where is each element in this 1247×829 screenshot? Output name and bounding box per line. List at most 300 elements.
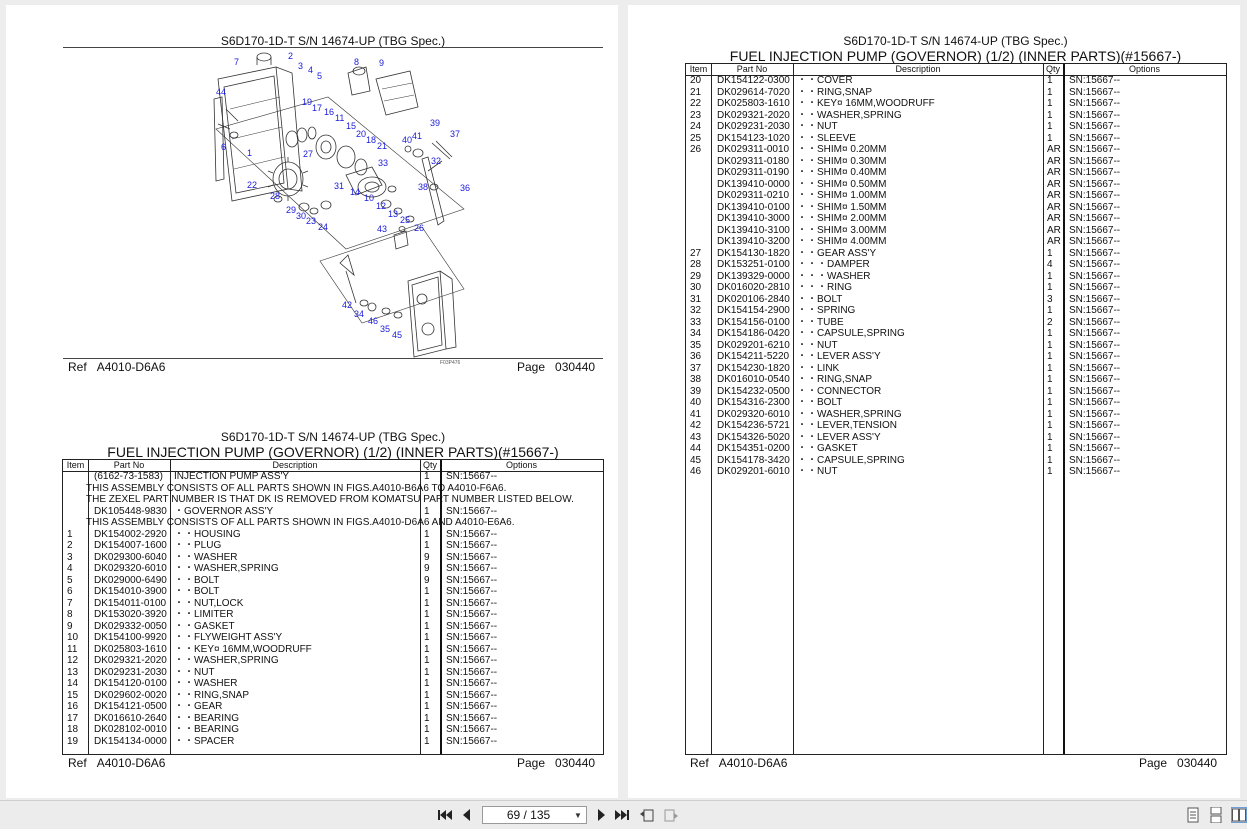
note-row bbox=[63, 494, 603, 506]
quantity: 1 bbox=[1047, 282, 1053, 293]
page-label: Page bbox=[517, 360, 546, 374]
part-description: ・・SHIM¤ 4.00MM bbox=[797, 236, 887, 247]
item-number: 38 bbox=[690, 374, 702, 385]
callout-label: 32 bbox=[431, 156, 442, 166]
page-label: Page bbox=[517, 756, 546, 770]
table-row bbox=[686, 271, 1226, 283]
table-row bbox=[686, 409, 1226, 421]
options-serial: SN:15667-- bbox=[446, 724, 498, 735]
callout-label: 45 bbox=[392, 330, 403, 340]
quantity: AR bbox=[1047, 213, 1061, 224]
viewer-toolbar bbox=[0, 800, 1247, 829]
part-description: ・・SHIM¤ 1.00MM bbox=[797, 190, 887, 201]
table-row bbox=[686, 190, 1226, 202]
part-number: DK029311-0010 bbox=[717, 144, 790, 155]
options-serial: SN:15667-- bbox=[446, 643, 498, 655]
item-number: 40 bbox=[690, 397, 702, 408]
single-page-icon bbox=[1186, 807, 1200, 823]
table-row bbox=[63, 713, 603, 725]
parts-table-right bbox=[685, 63, 1227, 755]
quantity: 1 bbox=[424, 609, 430, 620]
figure-code: F03P476 bbox=[440, 360, 461, 366]
quantity: 1 bbox=[1047, 305, 1053, 316]
quantity: 9 bbox=[424, 574, 430, 586]
table-row bbox=[63, 471, 603, 483]
quantity: 1 bbox=[424, 712, 430, 724]
item-number: 45 bbox=[690, 454, 702, 466]
note-text: THE ZEXEL PART NUMBER IS THAT DK IS REMOVED FROM KOMATSU PART NUMBER LISTED BELOW. bbox=[86, 494, 574, 505]
item-number: 18 bbox=[67, 724, 79, 735]
options-serial: SN:15667-- bbox=[1069, 443, 1121, 454]
part-number: DK025803-1610 bbox=[94, 643, 167, 655]
parts-table-left bbox=[62, 459, 604, 755]
part-number: (6162-73-1583) bbox=[94, 471, 163, 482]
diagram-bottom-rule bbox=[63, 358, 603, 359]
part-number: DK016010-0540 bbox=[717, 374, 790, 385]
item-number: 13 bbox=[67, 666, 79, 678]
part-description: ・・SHIM¤ 0.20MM bbox=[797, 144, 887, 155]
options-serial: SN:15667-- bbox=[1069, 431, 1121, 443]
item-number: 10 bbox=[67, 632, 79, 643]
two-page-view-button[interactable] bbox=[1231, 807, 1247, 823]
quantity: 1 bbox=[1047, 431, 1053, 443]
options-serial: SN:15667-- bbox=[1069, 259, 1121, 270]
options-serial: SN:15667-- bbox=[446, 712, 498, 724]
part-description: ・・HOUSING bbox=[174, 528, 241, 540]
quantity: 1 bbox=[424, 666, 430, 678]
callout-label: 35 bbox=[380, 324, 391, 334]
callout-label: 25 bbox=[400, 215, 411, 225]
part-number: DK029332-0050 bbox=[94, 620, 167, 632]
options-serial: SN:15667-- bbox=[446, 597, 498, 609]
part-description: ・・・WASHER bbox=[797, 270, 871, 282]
quantity: AR bbox=[1047, 190, 1061, 201]
options-serial: SN:15667-- bbox=[446, 655, 498, 666]
options-serial: SN:15667-- bbox=[1069, 132, 1121, 144]
item-number: 26 bbox=[690, 144, 702, 155]
part-description: ・・NUT,LOCK bbox=[174, 597, 244, 609]
options-serial: SN:15667-- bbox=[446, 540, 498, 551]
part-number: DK029311-0210 bbox=[717, 190, 790, 201]
item-number: 9 bbox=[67, 620, 73, 632]
quantity: 1 bbox=[1047, 408, 1053, 420]
note-text: THIS ASSEMBLY CONSISTS OF ALL PARTS SHOWN IN FIGS.A4010-D6A6 AND A4010-E6A6. bbox=[86, 517, 515, 528]
quantity: AR bbox=[1047, 167, 1061, 178]
item-number: 32 bbox=[690, 305, 702, 316]
table-row bbox=[63, 736, 603, 748]
list-title: FUEL INJECTION PUMP (GOVERNOR) (1/2) (INNER PARTS)(#15667-) bbox=[729, 48, 1182, 64]
part-number: DK154154-2900 bbox=[717, 305, 790, 316]
quantity: AR bbox=[1047, 155, 1061, 167]
quantity: 1 bbox=[424, 689, 430, 701]
part-description: ・・LEVER ASS'Y bbox=[797, 431, 881, 443]
callout-label: 5 bbox=[317, 71, 323, 81]
item-number: 30 bbox=[690, 282, 702, 293]
callout-label: 19 bbox=[302, 97, 313, 107]
part-description: ・・WASHER bbox=[174, 551, 238, 563]
callout-label: 37 bbox=[450, 129, 461, 139]
callout-label: 8 bbox=[354, 57, 360, 67]
part-number: DK154230-1820 bbox=[717, 362, 790, 374]
part-number: DK139410-3100 bbox=[717, 224, 790, 236]
part-number: DK154186-0420 bbox=[717, 328, 790, 339]
quantity: 1 bbox=[424, 678, 430, 689]
item-number: 31 bbox=[690, 293, 702, 305]
quantity: 3 bbox=[1047, 293, 1053, 305]
page-number: 030440 bbox=[555, 360, 596, 374]
table-row bbox=[63, 678, 603, 690]
table-row bbox=[63, 701, 603, 713]
part-description: ・・SPRING bbox=[797, 305, 856, 316]
list-footer-right bbox=[690, 756, 1225, 770]
callout-label: 43 bbox=[377, 224, 388, 234]
table-row bbox=[686, 121, 1226, 133]
quantity: 1 bbox=[1047, 121, 1053, 132]
next-page-button[interactable] bbox=[593, 807, 609, 823]
part-number: DK029000-6490 bbox=[94, 574, 167, 586]
quantity: 1 bbox=[424, 735, 430, 747]
part-description: ・・NUT bbox=[174, 666, 215, 678]
part-description: ・・WASHER,SPRING bbox=[797, 408, 902, 420]
options-serial: SN:15667-- bbox=[1069, 385, 1121, 397]
callout-label: 17 bbox=[312, 103, 323, 113]
part-description: ・・NUT bbox=[797, 466, 838, 477]
part-number: DK029321-2020 bbox=[717, 109, 790, 121]
item-number: 6 bbox=[67, 586, 73, 597]
callout-label: 3 bbox=[298, 61, 304, 71]
continuous-page-icon bbox=[1209, 807, 1223, 823]
item-number: 14 bbox=[67, 678, 79, 689]
item-number: 44 bbox=[690, 443, 702, 454]
item-number: 24 bbox=[690, 121, 702, 132]
table-row bbox=[686, 248, 1226, 260]
table-row bbox=[63, 667, 603, 679]
part-number: DK029311-0190 bbox=[717, 167, 790, 178]
item-number: 37 bbox=[690, 362, 702, 374]
go-forward-icon bbox=[663, 807, 679, 823]
callout-label: 30 bbox=[296, 211, 307, 221]
options-serial: SN:15667-- bbox=[1069, 351, 1121, 362]
item-number: 28 bbox=[690, 259, 702, 270]
page-number-field[interactable] bbox=[482, 806, 587, 824]
quantity: 1 bbox=[424, 528, 430, 540]
table-row bbox=[686, 340, 1226, 352]
options-serial: SN:15667-- bbox=[1069, 224, 1121, 236]
part-description: ・・BOLT bbox=[797, 293, 843, 305]
quantity: 1 bbox=[1047, 351, 1053, 362]
item-number: 20 bbox=[690, 75, 702, 86]
part-description: ・・PLUG bbox=[174, 540, 222, 551]
callout-label: 22 bbox=[247, 180, 258, 190]
table-row bbox=[63, 598, 603, 610]
callout-label: 34 bbox=[354, 309, 365, 319]
callout-label: 6 bbox=[221, 142, 227, 152]
options-serial: SN:15667-- bbox=[1069, 328, 1121, 339]
table-row bbox=[63, 529, 603, 541]
item-number: 36 bbox=[690, 351, 702, 362]
options-serial: SN:15667-- bbox=[446, 563, 498, 574]
quantity: 1 bbox=[424, 724, 430, 735]
list-title: FUEL INJECTION PUMP (GOVERNOR) (1/2) (INNER PARTS)(#15667-) bbox=[107, 444, 559, 460]
callout-label: 4 bbox=[308, 65, 314, 75]
item-number: 33 bbox=[690, 316, 702, 328]
table-row bbox=[63, 655, 603, 667]
quantity: 1 bbox=[1047, 420, 1053, 431]
callout-label: 29 bbox=[286, 205, 297, 215]
table-row bbox=[63, 563, 603, 575]
item-number: 23 bbox=[690, 109, 702, 121]
callout-label: 9 bbox=[379, 58, 385, 68]
ref-label: Ref bbox=[68, 756, 87, 770]
part-number: DK020106-2840 bbox=[717, 293, 790, 305]
item-number: 1 bbox=[67, 528, 73, 540]
last-page-icon bbox=[615, 809, 629, 821]
options-serial: SN:15667-- bbox=[446, 528, 498, 540]
part-number: DK029602-0020 bbox=[94, 689, 167, 701]
part-description: ・・LIMITER bbox=[174, 609, 234, 620]
callout-label: 7 bbox=[234, 57, 240, 67]
item-number: 2 bbox=[67, 540, 73, 551]
col-header-description: Description bbox=[895, 64, 941, 74]
col-header-options: Options bbox=[505, 460, 538, 470]
table-row bbox=[63, 644, 603, 656]
options-serial: SN:15667-- bbox=[446, 735, 498, 747]
quantity: 1 bbox=[424, 505, 430, 517]
callout-label: 18 bbox=[366, 135, 377, 145]
options-serial: SN:15667-- bbox=[446, 620, 498, 632]
two-page-icon bbox=[1232, 808, 1246, 822]
table-row bbox=[63, 586, 603, 598]
quantity: 2 bbox=[1047, 316, 1053, 328]
callout-label: 26 bbox=[414, 223, 425, 233]
part-number: DK016020-2810 bbox=[717, 282, 790, 293]
callout-label: 44 bbox=[216, 87, 227, 97]
table-row bbox=[686, 328, 1226, 340]
part-number: DK154178-3420 bbox=[717, 454, 790, 466]
table-row bbox=[686, 156, 1226, 168]
part-description: ・・RING,SNAP bbox=[174, 689, 250, 701]
table-row bbox=[686, 98, 1226, 110]
part-description: ・・FLYWEIGHT ASS'Y bbox=[174, 632, 283, 643]
part-description: ・・RING,SNAP bbox=[797, 86, 873, 98]
part-description: ・・SLEEVE bbox=[797, 132, 856, 144]
part-number: DK029320-6010 bbox=[94, 563, 167, 574]
callout-label: 2 bbox=[288, 51, 294, 61]
ref-value: A4010-D6A6 bbox=[96, 756, 166, 770]
options-serial: SN:15667-- bbox=[1069, 247, 1121, 259]
part-number: DK154123-1020 bbox=[717, 132, 790, 144]
part-description: ・・NUT bbox=[797, 339, 838, 351]
options-serial: SN:15667-- bbox=[1069, 86, 1121, 98]
part-description: ・・・DAMPER bbox=[797, 259, 870, 270]
quantity: 1 bbox=[1047, 270, 1053, 282]
part-number: DK139410-0000 bbox=[717, 178, 790, 190]
callout-label: 10 bbox=[364, 193, 375, 203]
continuous-view-button[interactable] bbox=[1209, 807, 1225, 823]
part-number: DK154316-2300 bbox=[717, 397, 790, 408]
quantity: 1 bbox=[1047, 247, 1053, 259]
quantity: 1 bbox=[424, 540, 430, 551]
part-number: DK139329-0000 bbox=[717, 270, 790, 282]
table-row bbox=[686, 351, 1226, 363]
table-row bbox=[686, 420, 1226, 432]
callout-label: 13 bbox=[388, 209, 399, 219]
quantity: 1 bbox=[1047, 454, 1053, 466]
options-serial: SN:15667-- bbox=[1069, 236, 1121, 247]
part-description: ・・NUT bbox=[797, 121, 838, 132]
chevron-down-icon[interactable]: ▼ bbox=[574, 810, 582, 820]
part-description: ・GOVERNOR ASS'Y bbox=[174, 505, 274, 517]
options-serial: SN:15667-- bbox=[446, 505, 498, 517]
item-number: 8 bbox=[67, 609, 73, 620]
table-row bbox=[63, 506, 603, 518]
part-number: DK154236-5721 bbox=[717, 420, 790, 431]
options-serial: SN:15667-- bbox=[1069, 155, 1121, 167]
previous-page-button[interactable] bbox=[459, 807, 475, 823]
options-serial: SN:15667-- bbox=[1069, 316, 1121, 328]
part-number: DK154134-0000 bbox=[94, 735, 167, 747]
page-indicator: 69 / 135 bbox=[506, 808, 551, 822]
table-row bbox=[686, 87, 1226, 99]
go-back-button[interactable] bbox=[639, 807, 655, 823]
item-number: 16 bbox=[67, 701, 79, 712]
last-page-button[interactable] bbox=[614, 807, 630, 823]
table-row bbox=[686, 455, 1226, 467]
callout-label: 1 bbox=[247, 148, 253, 158]
quantity: AR bbox=[1047, 144, 1061, 155]
exploded-parts-diagram bbox=[196, 49, 486, 367]
table-row bbox=[686, 110, 1226, 122]
item-number: 22 bbox=[690, 98, 702, 109]
quantity: 1 bbox=[424, 597, 430, 609]
list-model-header: S6D170-1D-T S/N 14674-UP (TBG Spec.) bbox=[843, 34, 1068, 48]
quantity: 1 bbox=[1047, 397, 1053, 408]
table-row bbox=[686, 202, 1226, 214]
table-row bbox=[63, 632, 603, 644]
part-number: DK028102-0010 bbox=[94, 724, 167, 735]
quantity: AR bbox=[1047, 201, 1061, 213]
first-page-button[interactable] bbox=[437, 807, 453, 823]
part-description: ・・CAPSULE,SPRING bbox=[797, 454, 905, 466]
part-number: DK154156-0100 bbox=[717, 316, 790, 328]
ref-label: Ref bbox=[690, 756, 709, 770]
table-row bbox=[63, 609, 603, 621]
list-footer-left bbox=[68, 756, 603, 770]
options-serial: SN:15667-- bbox=[1069, 75, 1121, 86]
item-number: 29 bbox=[690, 270, 702, 282]
item-number: 42 bbox=[690, 420, 702, 431]
part-description: ・・SHIM¤ 3.00MM bbox=[797, 224, 887, 236]
part-number: DK154130-1820 bbox=[717, 247, 790, 259]
ref-value: A4010-D6A6 bbox=[96, 360, 166, 374]
part-number: DK153251-0100 bbox=[717, 259, 790, 270]
options-serial: SN:15667-- bbox=[1069, 305, 1121, 316]
part-number: DK029201-6210 bbox=[717, 339, 790, 351]
col-header-options: Options bbox=[1128, 64, 1161, 74]
part-description: ・・COVER bbox=[797, 75, 853, 86]
part-description: ・・LEVER,TENSION bbox=[797, 420, 898, 431]
part-description: ・・GASKET bbox=[797, 443, 858, 454]
part-description: ・・GEAR ASS'Y bbox=[797, 247, 877, 259]
part-description: INJECTION PUMP ASS'Y bbox=[174, 471, 290, 482]
options-serial: SN:15667-- bbox=[1069, 454, 1121, 466]
part-description: ・・SHIM¤ 0.40MM bbox=[797, 167, 887, 178]
page-label: Page bbox=[1139, 756, 1168, 770]
part-description: ・・SHIM¤ 0.30MM bbox=[797, 155, 887, 167]
col-header-item: Item bbox=[66, 460, 85, 470]
quantity: 1 bbox=[1047, 466, 1053, 477]
part-number: DK154121-0500 bbox=[94, 701, 167, 712]
part-description: ・・RING,SNAP bbox=[797, 374, 873, 385]
quantity: 1 bbox=[424, 643, 430, 655]
options-serial: SN:15667-- bbox=[1069, 121, 1121, 132]
part-number: DK154011-0100 bbox=[94, 597, 167, 609]
callout-label: 11 bbox=[335, 113, 345, 123]
options-serial: SN:15667-- bbox=[1069, 213, 1121, 224]
table-row bbox=[686, 282, 1226, 294]
options-serial: SN:15667-- bbox=[1069, 397, 1121, 408]
part-description: ・・BOLT bbox=[174, 586, 220, 597]
item-number: 17 bbox=[67, 712, 79, 724]
quantity: 1 bbox=[1047, 385, 1053, 397]
col-header-description: Description bbox=[272, 460, 318, 470]
callout-label: 16 bbox=[324, 107, 335, 117]
options-serial: SN:15667-- bbox=[446, 471, 498, 482]
note-text: THIS ASSEMBLY CONSISTS OF ALL PARTS SHOWN IN FIGS.A4010-B6A6 TO A4010-F6A6. bbox=[86, 482, 507, 494]
callout-label: 41 bbox=[412, 131, 423, 141]
item-number: 4 bbox=[67, 563, 73, 574]
part-number: DK029614-7020 bbox=[717, 86, 790, 98]
table-row bbox=[63, 621, 603, 633]
part-description: ・・BEARING bbox=[174, 712, 240, 724]
table-row bbox=[686, 167, 1226, 179]
options-serial: SN:15667-- bbox=[446, 701, 498, 712]
part-number: DK153020-3920 bbox=[94, 609, 167, 620]
col-header-part-no: Part No bbox=[113, 460, 145, 470]
item-number: 21 bbox=[690, 86, 702, 98]
left-page bbox=[6, 5, 618, 798]
part-number: DK105448-9830 bbox=[94, 505, 167, 517]
part-description: ・・SHIM¤ 0.50MM bbox=[797, 178, 887, 190]
options-serial: SN:15667-- bbox=[1069, 167, 1121, 178]
go-forward-button[interactable] bbox=[663, 807, 679, 823]
col-header-qty: Qty bbox=[1045, 64, 1060, 74]
table-row bbox=[686, 133, 1226, 145]
part-description: ・・BEARING bbox=[174, 724, 240, 735]
options-serial: SN:15667-- bbox=[1069, 339, 1121, 351]
callout-label: 31 bbox=[334, 181, 345, 191]
options-serial: SN:15667-- bbox=[1069, 190, 1121, 201]
ref-value: A4010-D6A6 bbox=[718, 756, 788, 770]
item-number: 12 bbox=[67, 655, 79, 666]
part-description: ・・SPACER bbox=[174, 735, 235, 747]
item-number: 27 bbox=[690, 247, 702, 259]
single-page-view-button[interactable] bbox=[1186, 807, 1202, 823]
part-number: DK029231-2030 bbox=[717, 121, 790, 132]
diagram-footer bbox=[68, 360, 603, 374]
callout-label: 28 bbox=[270, 191, 281, 201]
item-number: 46 bbox=[690, 466, 702, 477]
part-number: DK154002-2920 bbox=[94, 528, 167, 540]
callout-label: 40 bbox=[402, 135, 413, 145]
quantity: AR bbox=[1047, 224, 1061, 236]
item-number: 34 bbox=[690, 328, 702, 339]
part-number: DK029311-0180 bbox=[717, 155, 790, 167]
table-row bbox=[686, 386, 1226, 398]
note-row bbox=[63, 517, 603, 529]
options-serial: SN:15667-- bbox=[446, 609, 498, 620]
table-row bbox=[686, 466, 1226, 478]
